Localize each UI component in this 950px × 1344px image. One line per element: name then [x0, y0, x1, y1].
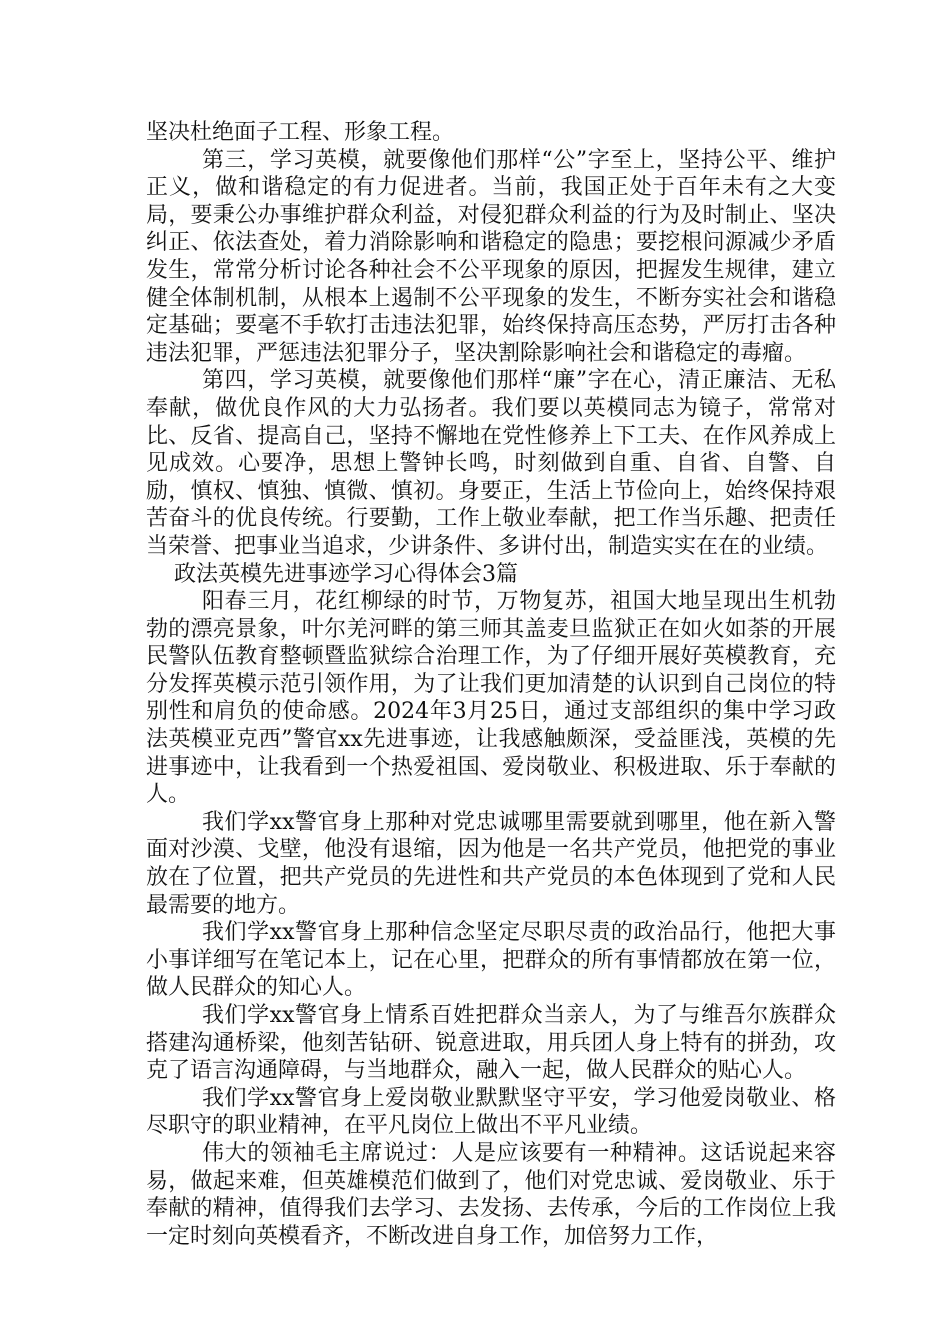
paragraph-third-point: 第三，学习英模，就要像他们那样“公”字至上，坚持公平、维护正义，做和谐稳定的有力促进者。当前，我国正处于百年未有之大变局，要秉公办事维护群众利益，对侵犯群众利益的行为及时制止、坚决纠正、依法查处，着力消除影响和谐稳定的隐患；要挖根问源减少矛盾发生，常常分析讨论各种社会不公平现象的原因，把握发生规律，建立健全体制机制，从根本上遏制不公平现象的发生，不断夯实社会和谐稳定基础；要毫不手软打击违法犯罪，始终保持高压态势，严厉打击各种违法犯罪，严惩违法犯罪分子，坚决割除影响社会和谐稳定的毒瘤。	[146, 147, 836, 366]
paragraph-conviction: 我们学xx警官身上那种信念坚定尽职尽责的政治品行，他把大事小事详细写在笔记本上，记在心里，把群众的所有事情都放在第一位，做人民群众的知心人。	[146, 920, 836, 1001]
paragraph-fourth-point: 第四，学习英模，就要像他们那样“廉”字在心，清正廉洁、无私奉献，做优良作风的大力弘扬者。我们要以英模同志为镜子，常常对比、反省、提高自己，坚持不懈地在党性修养上下工夫、在作风养成上见成效。心要净，思想上警钟长鸣，时刻做到自重、自省、自警、自励，慎权、慎独、慎微、慎初。身要正，生活上节俭向上，始终保持艰苦奋斗的优良传统。行要勤，工作上敬业奉献，把工作当乐趣、把责任当荣誉、把事业当追求，少讲条件、多讲付出，制造实实在在的业绩。	[146, 368, 836, 559]
document-body	[146, 119, 836, 1250]
paragraph-loyalty: 我们学xx警官身上那种对党忠诚哪里需要就到哪里，他在新入警面对沙漠、戈壁，他没有退缩，因为他是一名共产党员，他把党的事业放在了位置，把共产党员的先进性和共产党员的本色体现到了党和人民最需要的地方。	[146, 809, 836, 918]
paragraph-dedication: 我们学xx警官身上爱岗敬业默默坚守平安，学习他爱岗敬业、格尽职守的职业精神，在平凡岗位上做出不平凡业绩。	[146, 1085, 836, 1139]
paragraph-intro: 阳春三月，花红柳绿的时节，万物复苏，祖国大地呈现出生机勃勃的漂亮景象，叶尔羌河畔的第三师其盖麦旦监狱正在如火如荼的开展民警队伍教育整顿暨监狱综合治理工作，为了仔细开展好英模教育，充分发挥英模示范引领作用，为了让我们更加清楚的认识到自己岗位的特别性和肩负的使命感。2024年3月25日，通过支部组织的集中学习政法英模亚克西”警官xx先进事迹，让我感触颇深，受益匪浅，英模的先进事迹中，让我看到一个热爱祖国、爱岗敬业、积极进取、乐于奉献的人。	[146, 589, 836, 808]
paragraph-people: 我们学xx警官身上情系百姓把群众当亲人，为了与维吾尔族群众搭建沟通桥梁，他刻苦钻研、锐意进取，用兵团人身上特有的拼劲，攻克了语言沟通障碍，与当地群众，融入一起，做人民群众的贴心人。	[146, 1003, 836, 1084]
paragraph-spirit: 伟大的领袖毛主席说过：人是应该要有一种精神。这话说起来容易，做起来难，但英雄模范们做到了，他们对党忠诚、爱岗敬业、乐于奉献的精神，值得我们去学习、去发扬、去传承，今后的工作岗位上我一定时刻向英模看齐，不断改进自身工作，加倍努力工作，	[146, 1140, 836, 1249]
section-title: 政法英模先进事迹学习心得体会3篇	[174, 561, 518, 587]
paragraph-continuation: 坚决杜绝面子工程、形象工程。	[146, 120, 455, 145]
